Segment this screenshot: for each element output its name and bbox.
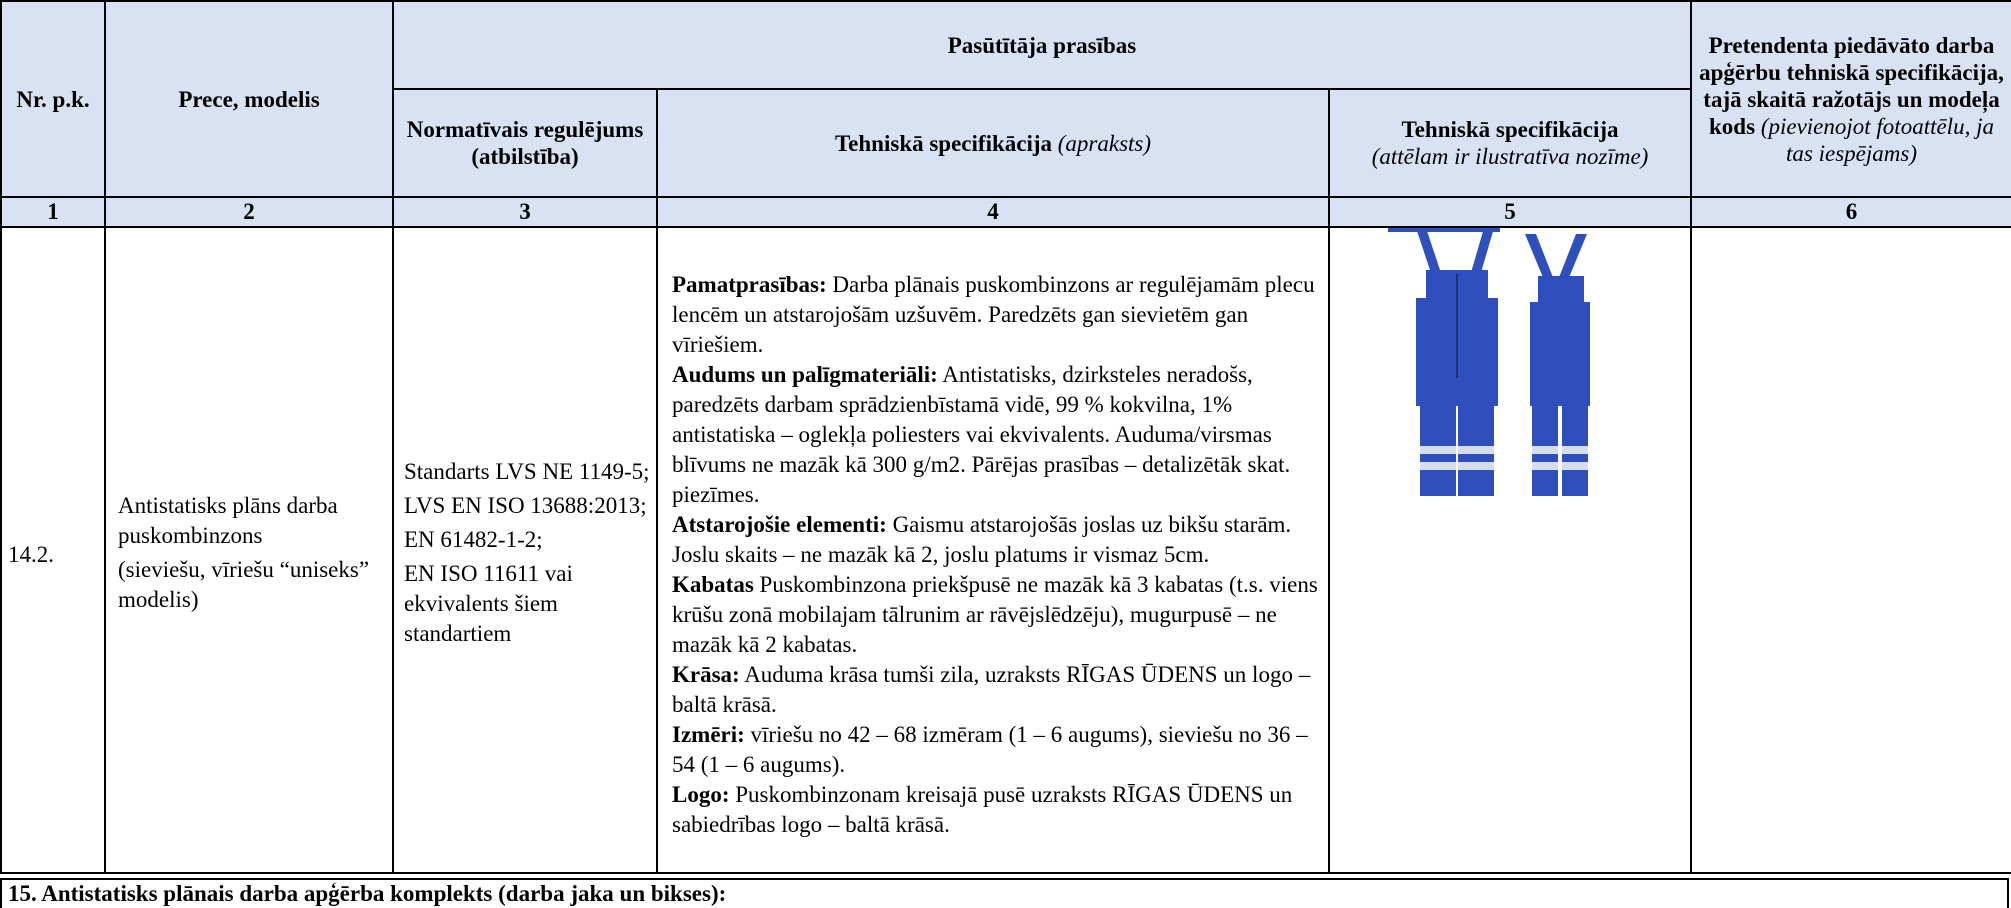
desc-paragraph [672,360,1318,510]
desc-paragraph [672,660,1318,720]
desc-label: Logo: [672,782,730,807]
col-number-4: 4 [657,197,1329,227]
row-standards [393,227,657,873]
row-description [657,227,1329,873]
overalls-back-icon [1525,234,1590,496]
overalls-front-icon [1388,228,1500,496]
col-number-3: 3 [393,197,657,227]
header-bidder-label: Pretendenta piedāvāto darba apģērbu tehniskā specifikācija, tajā skaitā ražotājs un modeļa kods [1699,32,2004,139]
desc-paragraph [672,510,1318,570]
col-number-6: 6 [1691,197,2011,227]
desc-paragraph [672,570,1318,660]
table-row [1,227,2011,873]
header-tech-spec [657,89,1329,197]
column-number-row [1,197,2011,227]
item-note: (sieviešu, vīriešu “uniseks” modelis) [118,557,370,612]
col-number-1: 1 [1,197,105,227]
desc-label: Kabatas [672,572,754,597]
row-nr: 14.2. [1,227,105,873]
desc-text: Antistatisks, dzirksteles nerados̆s, paredzēts darbam sprādzienbīstamā vidē, 99 % kokvilna, 1% antistatiska – oglekļa poliesters vai ekvivalents. Auduma/virsmas blīvums ne mazāk kā 300 g/m2. Pārējas prasības – detalizētāk skat. piezīmes. [672,362,1291,507]
standard-1: Standarts LVS NE 1149-5; [404,459,650,484]
header-tech-spec-label: Tehniskā specifikācija [834,130,1053,156]
desc-paragraph [672,270,1318,360]
desc-label: Atstarojošie elementi: [672,512,887,537]
header-nr [1,1,105,197]
desc-label: Izmēri: [672,722,745,747]
header-item-label: Prece, modelis [178,86,320,112]
header-tech-spec-image [1329,89,1691,197]
desc-paragraph [672,780,1318,840]
row-bidder [1691,227,2011,873]
desc-label: Audums un palīgmateriāli: [672,362,938,387]
desc-text: Puskombinzona priekšpusē ne mazāk kā 3 kabatas (t.s. viens krūšu zonā mobilajam tālrunim ar rāvējslēdzēju), mugurpusē – ne mazāk kā 2 kabatas. [672,572,1318,657]
header-item [105,1,393,197]
header-tech-spec-image-note: (attēlam ir ilustratīva nozīme) [1371,144,1649,169]
desc-text: vīriešu no 42 – 68 izmēram (1 – 6 augums), sieviešu no 36 – 54 (1 – 6 augums). [672,722,1308,777]
header-nr-label: Nr. p.k. [16,86,90,112]
header-tech-spec-image-label: Tehniskā specifikācija [1401,117,1619,142]
desc-paragraph [672,720,1318,780]
col-number-5: 5 [1329,197,1691,227]
item-name: Antistatisks plāns darba puskombinzons [118,493,338,548]
header-tech-spec-note: (apraksts) [1057,130,1152,156]
desc-text: Darba plānais puskombinzons ar regulējamām plecu lencēm un atstarojošām uzšuvēm. Paredzēts gan sievietēm gan vīriešiem. [672,272,1315,357]
section-heading: 15. Antistatisks plānais darba apģērba komplekts (darba jaka un bikses): [0,878,2009,908]
desc-label: Krāsa: [672,662,740,687]
header-bidder-note: (pievienojot fotoattēlu, ja tas iespējams) [1760,113,1994,166]
header-bidder [1691,1,2011,197]
standard-3: EN 61482-1-2; [404,527,543,552]
col-number-2: 2 [105,197,393,227]
header-normative-label: Normatīvais regulējums (atbilstība) [406,117,644,169]
standard-4: EN ISO 11611 vai ekvivalents šiem standartiem [404,561,573,646]
desc-text: Puskombinzonam kreisajā pusē uzraksts RĪGAS ŪDENS un sabiedrības logo – baltā krāsā. [672,782,1293,837]
desc-text: Auduma krāsa tumši zila, uzraksts RĪGAS ŪDENS un logo – baltā krāsā. [672,662,1311,717]
standard-2: LVS EN ISO 13688:2013; [404,493,647,518]
overalls-illustration [1330,228,1690,498]
desc-label: Pamatprasības: [672,272,827,297]
header-group-label: Pasūtītāja prasības [947,32,1137,58]
row-illustration [1329,227,1691,873]
header-group [393,1,1691,89]
row-item [105,227,393,873]
header-normative [393,89,657,197]
desc-text: Gaismu atstarojošās joslas uz bikšu starām. Joslu skaits – ne mazāk kā 2, joslu platums ir vismaz 5cm. [672,512,1292,567]
